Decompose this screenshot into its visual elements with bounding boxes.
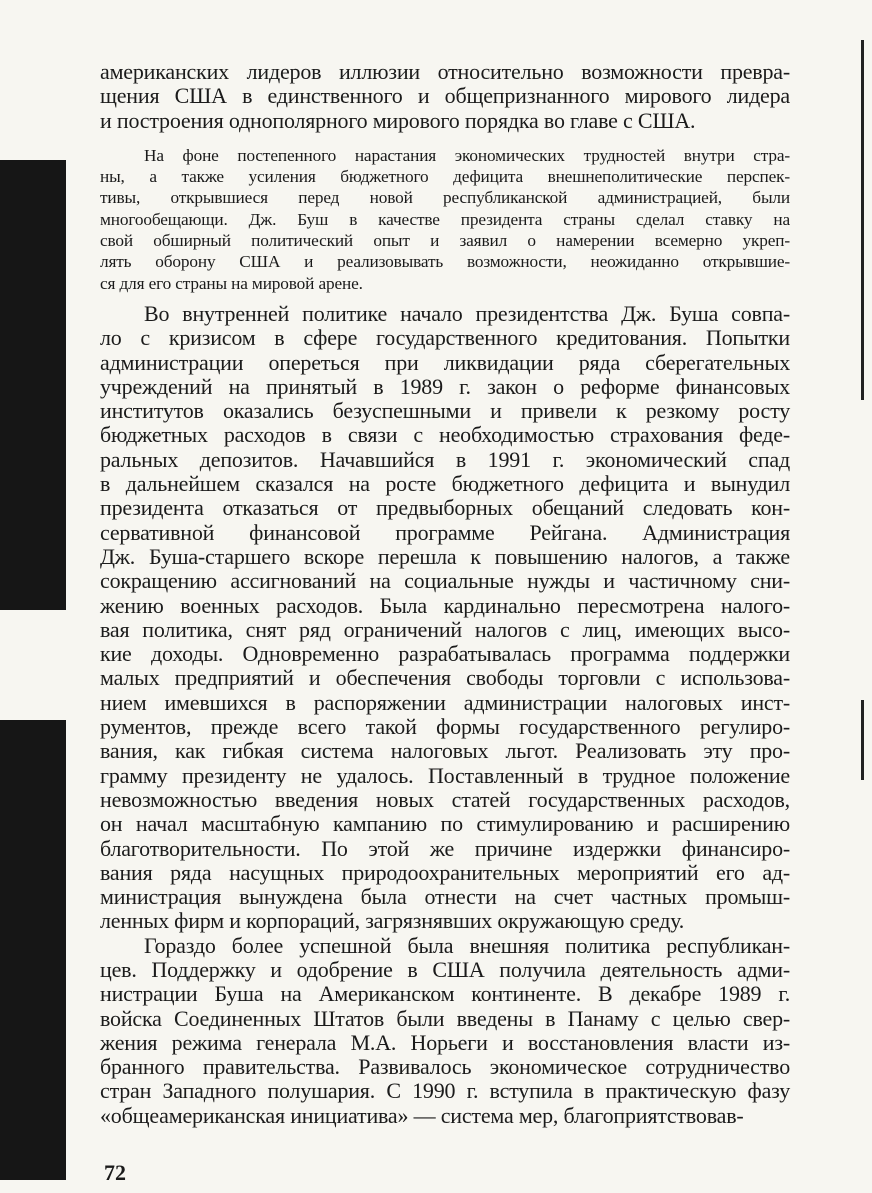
paragraph bbox=[100, 934, 790, 1128]
text-line: цев. Поддержку и одобрение в США получила деятельность адми- bbox=[100, 956, 790, 982]
text-line: сервативной финансовой программе Рейгана. Администрация bbox=[100, 519, 790, 545]
paragraph bbox=[100, 302, 790, 934]
text-line: сокращению ассигнований на социальные нужды и частичному сни- bbox=[100, 568, 790, 594]
text-line: и построения однополярного мирового порядка во главе с США. bbox=[100, 107, 696, 133]
text-line: министрация вынуждена была отнести на счет частных промыш- bbox=[100, 884, 790, 910]
text-line: нием имевшихся в распоряжении администрации налоговых инст- bbox=[100, 689, 790, 715]
scan-edge-right-top bbox=[861, 40, 864, 400]
text-line: грамму президенту не удалось. Поставленный в трудное положение bbox=[100, 762, 790, 788]
scan-shadow-left-bottom bbox=[0, 720, 66, 1180]
text-line: нистрации Буша на Американском континенте. В декабре 1989 г. bbox=[100, 981, 790, 1007]
text-line: учреждений на принятый в 1989 г. закон о реформе финансовых bbox=[100, 373, 790, 399]
text-line: в дальнейшем сказался на росте бюджетного дефицита и вынудил bbox=[100, 471, 790, 497]
text-line: бюджетных расходов в связи с необходимостью страхования феде- bbox=[100, 422, 790, 448]
text-line: Гораздо более успешной была внешняя политика республикан- bbox=[144, 932, 790, 958]
text-line: вания, как гибкая система налоговых льгот. Реализовать эту про- bbox=[100, 738, 790, 764]
paragraph bbox=[100, 145, 790, 294]
text-line: президента отказаться от предвыборных обещаний следовать кон- bbox=[100, 495, 790, 521]
text-line: «общеамериканская инициатива» — система мер, благоприятствовав- bbox=[100, 1102, 744, 1128]
text-line: ло с кризисом в сфере государственного кредитования. Попытки bbox=[100, 325, 790, 351]
text-line: щения США в единственного и общепризнанного мирового лидера bbox=[100, 83, 790, 109]
paragraph bbox=[100, 60, 790, 133]
text-line: институтов оказались безуспешными и привели к резкому росту bbox=[100, 398, 790, 424]
text-line: ся для его страны на мировой арене. bbox=[100, 273, 363, 293]
text-line: стран Западного полушария. С 1990 г. вступила в практическую фазу bbox=[100, 1078, 790, 1104]
text-line: вания ряда насущных природоохранительных мероприятий его ад- bbox=[100, 859, 790, 885]
scan-edge-right-bottom bbox=[861, 700, 864, 780]
text-line: тивы, открывшиеся перед новой республиканской администрацией, были bbox=[100, 188, 790, 208]
text-line: войска Соединенных Штатов были введены в Панаму с целью свер- bbox=[100, 1005, 790, 1031]
text-line: многообещающи. Дж. Буш в качестве президента страны сделал ставку на bbox=[100, 209, 790, 229]
text-line: кие доходы. Одновременно разрабатывалась программа поддержки bbox=[100, 641, 790, 667]
text-line: он начал масштабную кампанию по стимулированию и расширению bbox=[100, 811, 790, 837]
text-line: свой обширный политический опыт и заявил о намерении всемерно укреп- bbox=[100, 231, 790, 251]
text-line: благотворительности. По этой же причине издержки финансиро- bbox=[100, 835, 790, 861]
text-line: ральных депозитов. Начавшийся в 1991 г. экономический спад bbox=[100, 446, 790, 472]
text-line: невозможностью введения новых статей государственных расходов, bbox=[100, 786, 790, 812]
text-line: жению военных расходов. Была кардинально пересмотрена налого- bbox=[100, 592, 790, 618]
text-line: американских лидеров иллюзии относительно возможности превра- bbox=[100, 59, 790, 84]
text-line: Во внутренней политике начало президентства Дж. Буша совпа- bbox=[144, 300, 790, 326]
text-line: жения режима генерала М.А. Норьеги и восстановления власти из- bbox=[100, 1029, 790, 1055]
text-line: вая политика, снят ряд ограничений налогов с лиц, имеющих высо- bbox=[100, 616, 790, 642]
text-line: Дж. Буша-старшего вскоре перешла к повышению налогов, а также bbox=[100, 543, 790, 569]
text-line: ленных фирм и корпораций, загрязнявших окружающую среду. bbox=[100, 908, 685, 934]
scan-shadow-left-top bbox=[0, 160, 66, 610]
text-line: администрации опереться при ликвидации ряда сберегательных bbox=[100, 349, 790, 375]
text-line: На фоне постепенного нарастания экономических трудностей внутри стра- bbox=[144, 145, 790, 165]
text-line: малых предприятий и обеспечения свободы торговли с использова- bbox=[100, 665, 790, 691]
text-line: рументов, прежде всего такой формы государственного регулиро- bbox=[100, 714, 790, 740]
text-line: лять оборону США и реализовывать возможности, неожиданно открывшие- bbox=[100, 252, 790, 272]
document-page bbox=[100, 60, 790, 1128]
page-number: 72 bbox=[104, 1160, 126, 1185]
text-line: бранного правительства. Развивалось экономическое сотрудничество bbox=[100, 1054, 790, 1080]
text-line: ны, а также усиления бюджетного дефицита внешнеполитические перспек- bbox=[100, 167, 790, 187]
